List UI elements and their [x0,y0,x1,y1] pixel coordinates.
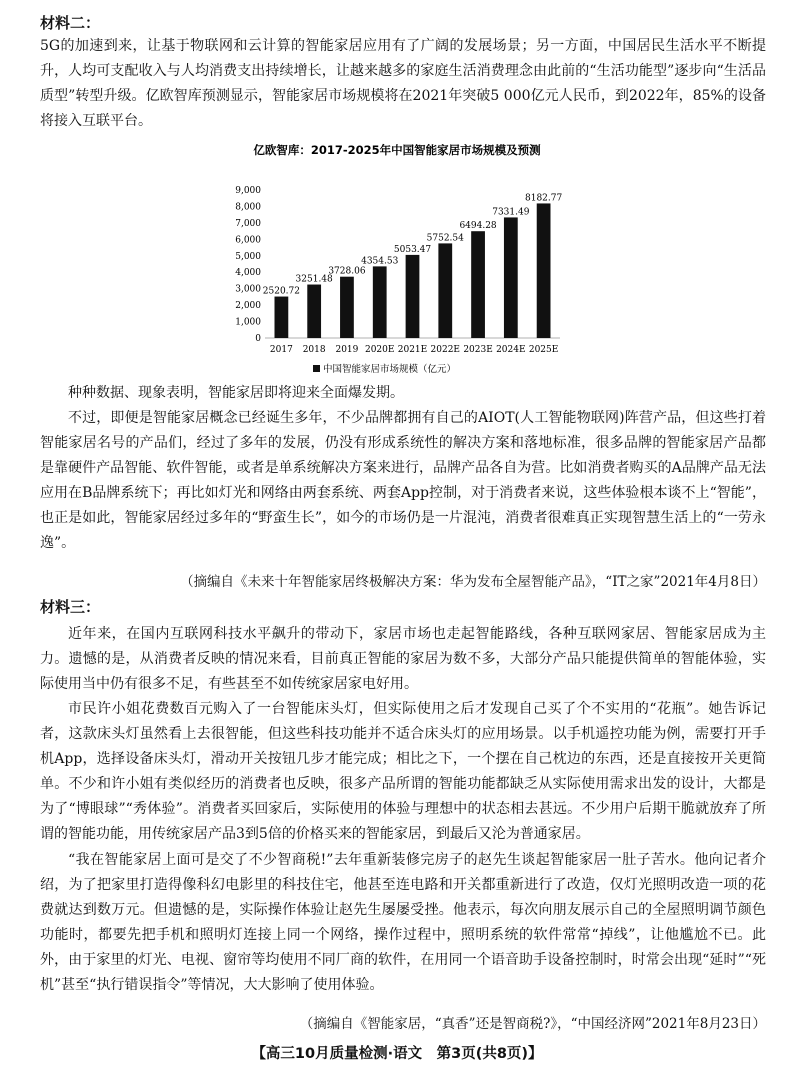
y-tick-label: 7,000 [235,218,261,229]
x-tick-label: 2017 [269,345,293,355]
chart-legend [313,363,456,375]
bar [373,266,387,338]
y-tick-label: 3,000 [235,284,261,295]
bar-data-label: 5053.47 [393,244,432,255]
bar-data-label: 8182.77 [525,193,563,204]
material3-paragraph-2: 市民许小姐花费数百元购入了一台智能床头灯，但实际使用之后才发现自己买了个不实用的“花瓶”。她告诉记者，这款床头灯虽然看上去很智能，但这些科技功能并不适合床头灯的应用场景。以手机遥控功能为例，需要打开手机App，选择设备床头灯，滑动开关按钮几步才能完成；相比之下，一个摆在自己枕边的东西，还是直接按开关更简单。不少和许小姐有类似经历的消费者也反映，很多产品所谓的智能功能都缺乏从实际使用需求出发的设计，大都是为了“博眼球”“秀体验”。消费者买回家后，实际使用的体验与理想中的状态相去甚远。不少用户后期干脆就放弃了所谓的智能功能，用传统家居产品3到5倍的价格买来的智能家居，到最后又沦为普通家居。 [40,701,766,842]
y-tick-label: 2,000 [235,301,261,312]
bars [263,193,563,338]
page-footer: 【高三10月质量检测·语文 第3页(共8页)】 [251,1046,543,1062]
bar-data-label: 3251.48 [295,274,333,285]
bar-data-label: 5752.54 [426,233,464,244]
bar-data-label: 3728.06 [328,266,366,277]
y-tick-label: 6,000 [235,235,261,246]
material2-paragraph-1: 5G的加速到来，让基于物联网和云计算的智能家居应用有了广阔的发展场景；另一方面，中国居民生活水平不断提升，人均可支配收入与人均消费支出持续增长，让越来越多的家庭生活消费理念由此前的“生活功能型”逐步向“生活品质型”转型升级。亿欧智库预测显示，智能家居市场规模将在2021年突破5 000亿元人民币，到2022年，85%的设备将接入互联平台。 [40,38,766,129]
bar-data-label: 6494.28 [459,221,497,232]
bar-data-label: 4354.53 [361,256,399,267]
x-tick-label: 2021E [397,345,428,355]
material2-paragraph-3: 不过，即便是智能家居概念已经诞生多年，不少品牌都拥有自己的AIOT(人工智能物联网)阵营产品，但这些打着智能家居名号的产品们，经过了多年的发展，仍没有形成系统性的解决方案和落地标准，很多品牌的智能家居产品都是靠硬件产品智能、软件智能，或者是单系统解决方案来进行，品牌产品各自为营。比如消费者购买的A品牌产品无法应用在B品牌系统下；再比如灯光和网络由两套系统、两套App控制，对于消费者来说，这些体验根本谈不上“智能”，也正是如此，智能家居经过多年的“野蛮生长”，如今的市场仍是一片混沌，消费者很难真正实现智慧生活上的“一劳永逸”。 [40,410,766,551]
y-tick-label: 9,000 [235,186,261,196]
x-tick-label: 2025E [528,345,559,355]
legend-label: 中国智能家居市场规模（亿元） [323,364,457,375]
bar-data-label: 7331.49 [492,207,530,218]
y-tick-label: 1,000 [235,317,261,328]
material2-heading: 材料二： [40,14,101,32]
bar [504,217,518,338]
bar [438,243,452,338]
x-tick-label: 2020E [364,345,395,355]
material2-paragraph-2: 种种数据、现象表明，智能家居即将迎来全面爆发期。 [68,385,404,401]
bar [471,231,485,338]
x-tick-label: 2023E [463,345,493,355]
material3-heading: 材料三： [40,598,101,616]
y-tick-label: 0 [255,334,261,344]
x-tick-label: 2018 [302,345,326,355]
market-size-bar-chart [225,138,570,378]
material2-source: （摘编自《未来十年智能家居终极解决方案：华为发布全屋智能产品》，“IT之家”2021年4月8日） [180,574,766,590]
material3-paragraph-3: “我在智能家居上面可是交了不少智商税!”去年重新装修完房子的赵先生谈起智能家居一肚子苦水。他向记者介绍，为了把家里打造得像科幻电影里的科技住宅，他甚至连电路和开关都重新进行了改造，仅灯光照明改造一项的花费就达到数万元。但遗憾的是，实际操作体验让赵先生屡屡受挫。他表示，每次向朋友展示自己的全屋照明调节颜色功能时，都要先把手机和照明灯连接上同一个网络，操作过程中，照明系统的软件常常“掉线”，让他尴尬不已。此外，由于家里的灯光、电视、窗帘等均使用不同厂商的软件，在用同一个语音助手设备控制时，时常会出现“延时”“死机”甚至“执行错误指令”等情况，大大影响了使用体验。 [40,852,766,993]
y-tick-label: 4,000 [235,268,261,279]
bar [275,297,289,338]
x-tick-label: 2019 [335,345,359,355]
x-tick-label: 2022E [430,345,461,355]
y-tick-label: 8,000 [235,202,261,213]
x-tick-label: 2024E [496,345,526,355]
x-axis [270,345,558,355]
bar [537,203,551,338]
material3-source: （摘编自《智能家居，“真香”还是智商税?》，“中国经济网”2021年8月23日） [299,1016,766,1032]
chart-title: 亿欧智库：2017-2025年中国智能家居市场规模及预测 [253,143,541,157]
material3-paragraph-1: 近年来，在国内互联网科技水平飙升的带动下，家居市场也走起智能路线，各种互联网家居、智能家居成为主力。遗憾的是，从消费者反映的情况来看，目前真正智能的家居为数不多，大部分产品只能提供简单的智能体验，实际使用当中仍有很多不足，有些甚至不如传统家居家电好用。 [40,626,766,692]
bar [340,277,354,338]
bar [406,255,420,338]
bar [307,285,321,338]
y-tick-label: 5,000 [235,251,261,262]
bar-data-label: 2520.72 [262,286,300,297]
legend-swatch [313,365,320,372]
